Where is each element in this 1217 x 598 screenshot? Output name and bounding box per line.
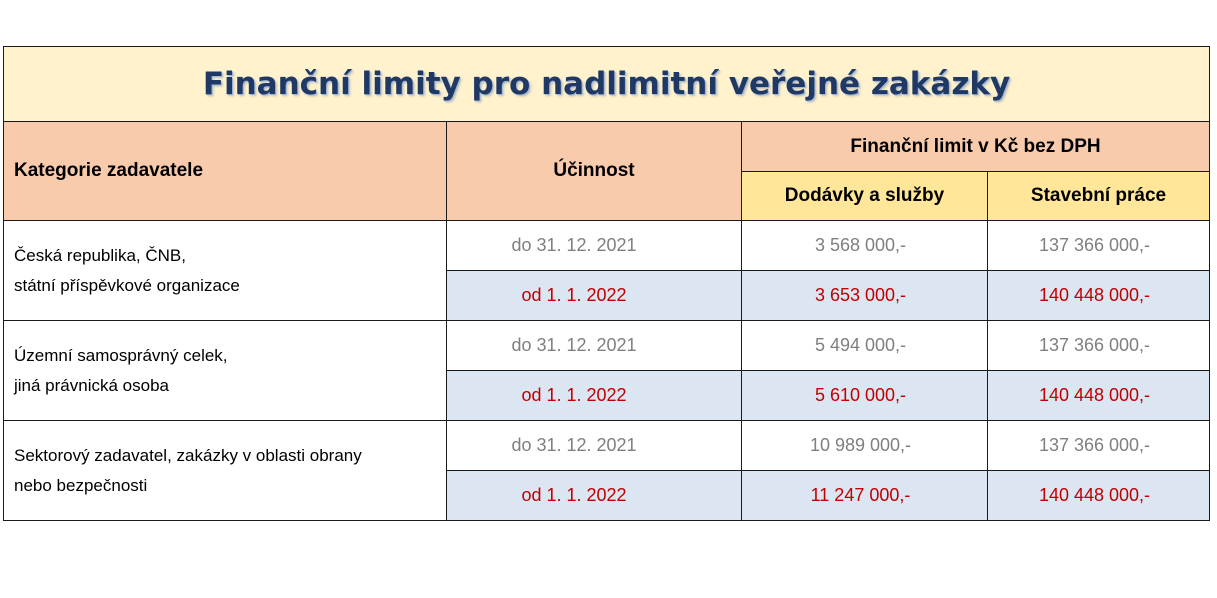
supplies-value: 3 568 000,- (742, 221, 988, 271)
effective-cell: do 31. 12. 2021 (447, 421, 742, 471)
category-line: Sektorový zadavatel, zakázky v oblasti obrany (14, 445, 362, 465)
table-row (4, 421, 1210, 471)
table-title: Finanční limity pro nadlimitní veřejné zakázky (202, 66, 1011, 102)
table-row (4, 221, 1210, 271)
category-line: Územní samosprávný celek, (14, 345, 228, 365)
financial-limits-table (3, 46, 1210, 521)
supplies-value: 5 610 000,- (742, 371, 988, 421)
effective-cell: od 1. 1. 2022 (447, 471, 742, 521)
effective-cell: od 1. 1. 2022 (447, 271, 742, 321)
header-category: Kategorie zadavatele (4, 122, 447, 221)
category-line: jiná právnická osoba (14, 375, 169, 395)
header-construction: Stavební práce (988, 172, 1210, 221)
header-row-top (4, 122, 1210, 172)
supplies-value: 3 653 000,- (742, 271, 988, 321)
supplies-value: 5 494 000,- (742, 321, 988, 371)
construction-value: 137 366 000,- (988, 321, 1210, 371)
category-cell (4, 221, 447, 321)
effective-cell: do 31. 12. 2021 (447, 321, 742, 371)
construction-value: 137 366 000,- (988, 421, 1210, 471)
header-limit-group: Finanční limit v Kč bez DPH (742, 122, 1210, 172)
title-row (4, 47, 1210, 122)
effective-cell: od 1. 1. 2022 (447, 371, 742, 421)
category-line: státní příspěvkové organizace (14, 275, 240, 295)
limits-table-container (3, 46, 1209, 521)
supplies-value: 10 989 000,- (742, 421, 988, 471)
category-line: Česká republika, ČNB, (14, 245, 186, 265)
category-cell (4, 421, 447, 521)
construction-value: 137 366 000,- (988, 221, 1210, 271)
construction-value: 140 448 000,- (988, 471, 1210, 521)
category-line: nebo bezpečnosti (14, 475, 148, 495)
construction-value: 140 448 000,- (988, 371, 1210, 421)
category-cell (4, 321, 447, 421)
supplies-value: 11 247 000,- (742, 471, 988, 521)
effective-cell: do 31. 12. 2021 (447, 221, 742, 271)
construction-value: 140 448 000,- (988, 271, 1210, 321)
header-effective: Účinnost (447, 122, 742, 221)
header-supplies-services: Dodávky a služby (742, 172, 988, 221)
table-title-cell (4, 47, 1210, 122)
table-row (4, 321, 1210, 371)
